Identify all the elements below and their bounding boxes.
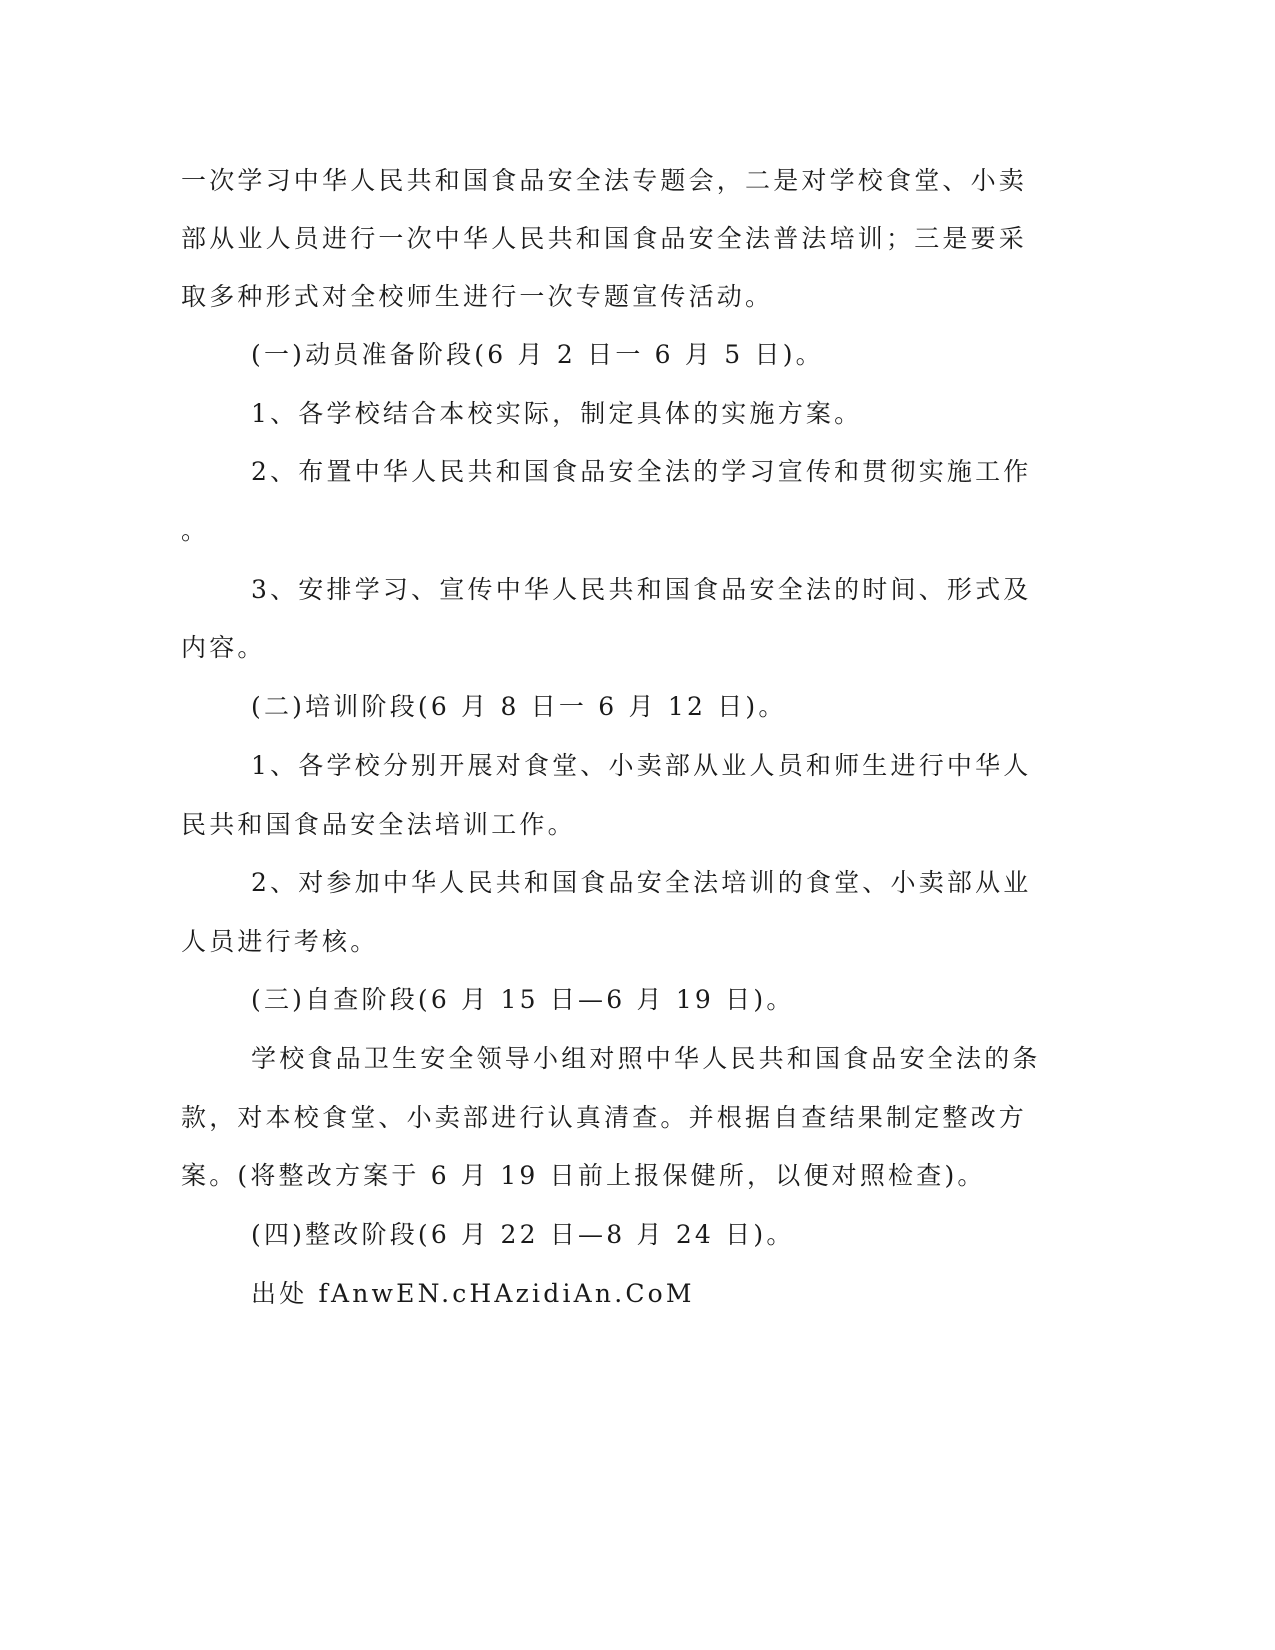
paragraph-line: 。 — [181, 516, 210, 545]
source-line: 出处 fAnwEN.cHAzidiAn.CoM — [251, 1279, 695, 1308]
paragraph-line: 民共和国食品安全法培训工作。 — [181, 810, 576, 839]
section-heading: (三)自查阶段(6 月 15 日—6 月 19 日)。 — [251, 985, 795, 1014]
list-item: 1、各学校分别开展对食堂、小卖部从业人员和师生进行中华人 — [251, 751, 1032, 780]
paragraph-line: 人员进行考核。 — [181, 927, 379, 956]
paragraph-line: 款，对本校食堂、小卖部进行认真清查。并根据自查结果制定整改方 — [181, 1103, 1028, 1132]
paragraph-line: 内容。 — [181, 633, 266, 662]
list-item: 2、布置中华人民共和国食品安全法的学习宣传和贯彻实施工作 — [251, 457, 1032, 486]
list-item: 1、各学校结合本校实际，制定具体的实施方案。 — [251, 399, 863, 428]
paragraph-line: 一次学习中华人民共和国食品安全法专题会，二是对学校食堂、小卖 — [181, 166, 1028, 195]
paragraph-line: 部从业人员进行一次中华人民共和国食品安全法普法培训；三是要采 — [181, 224, 1028, 253]
paragraph-line: 案。(将整改方案于 6 月 19 日前上报保健所，以便对照检查)。 — [181, 1161, 986, 1190]
section-heading: (四)整改阶段(6 月 22 日—8 月 24 日)。 — [251, 1220, 795, 1249]
section-heading: (二)培训阶段(6 月 8 日一 6 月 12 日)。 — [251, 692, 787, 721]
list-item: 2、对参加中华人民共和国食品安全法培训的食堂、小卖部从业 — [251, 868, 1032, 897]
section-heading: (一)动员准备阶段(6 月 2 日一 6 月 5 日)。 — [251, 340, 824, 369]
paragraph-line: 学校食品卫生安全领导小组对照中华人民共和国食品安全法的条 — [251, 1044, 1041, 1073]
paragraph-line: 取多种形式对全校师生进行一次专题宣传活动。 — [181, 282, 774, 311]
list-item: 3、安排学习、宣传中华人民共和国食品安全法的时间、形式及 — [251, 575, 1032, 604]
